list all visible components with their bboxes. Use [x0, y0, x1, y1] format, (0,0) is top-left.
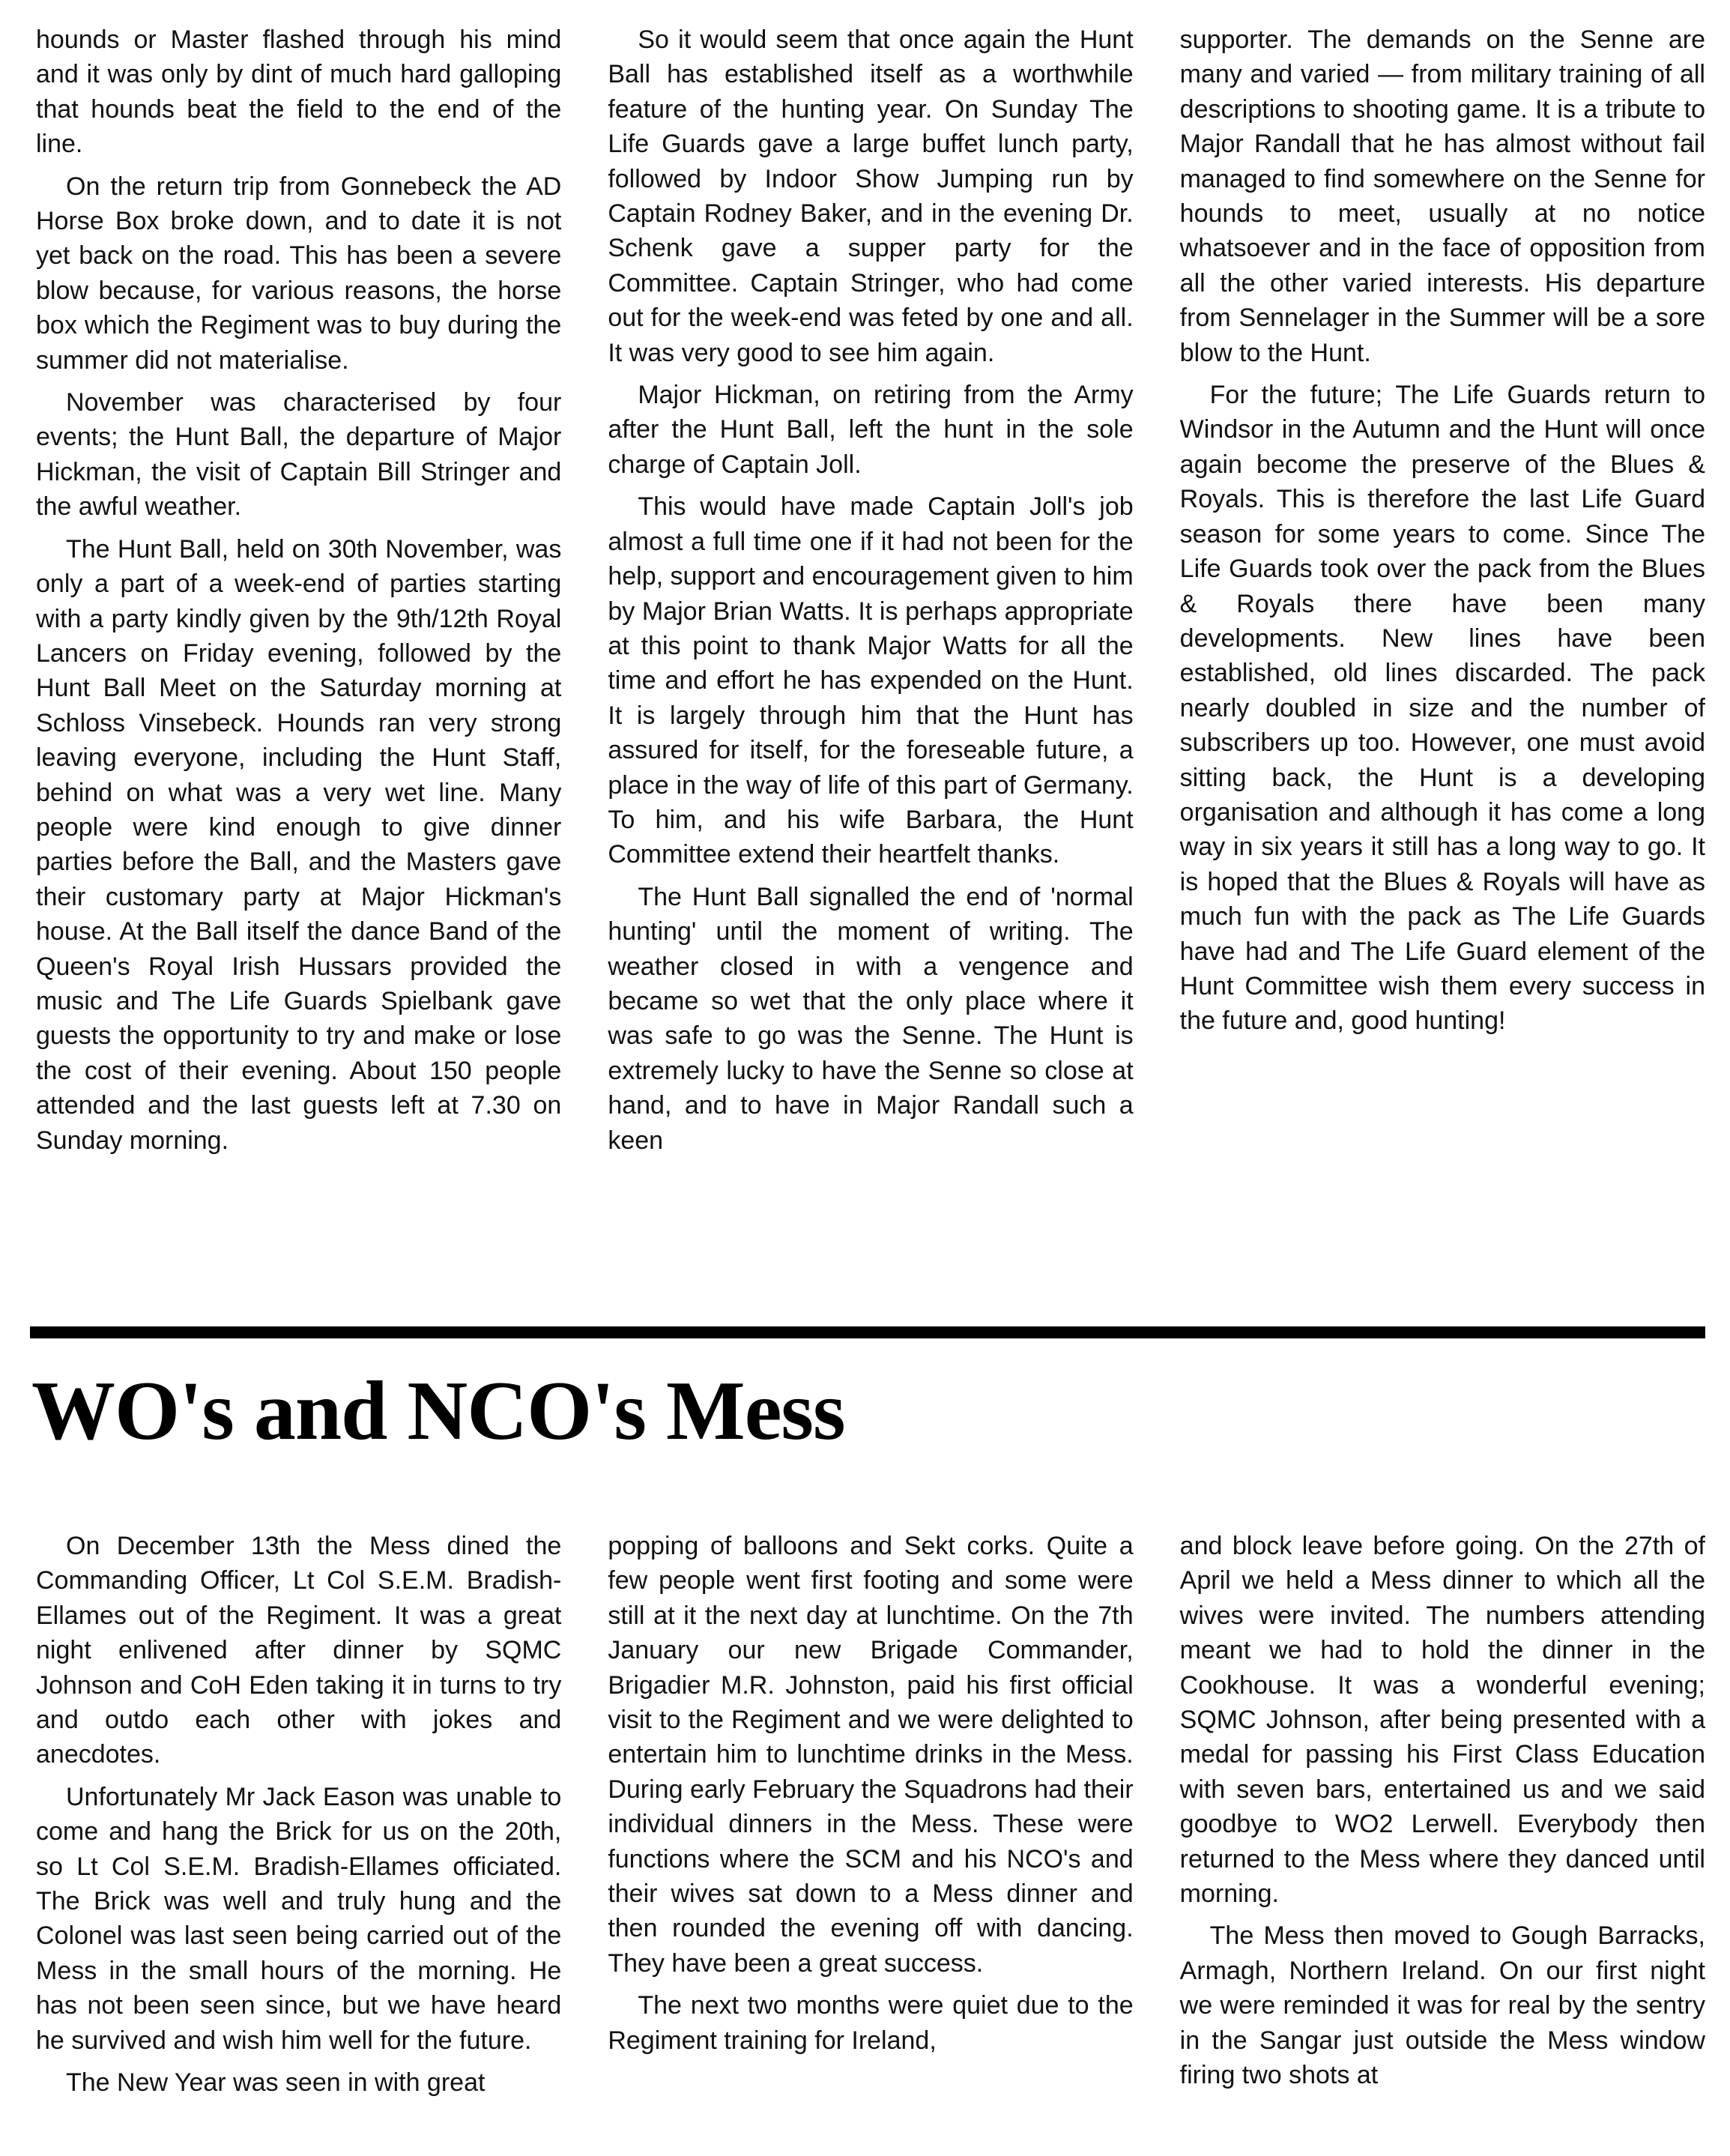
paragraph: The Hunt Ball signalled the end of 'normal hunting' until the moment of writing. The weather closed in with a vengence and became so wet that the only place where it was safe to go was the Senne. The Hunt is extremely lucky to have the Senne so close at hand, and to have in Major Randall such a keen: [608, 882, 1134, 1155]
text-column-3: [1180, 22, 1705, 1165]
paragraph: supporter. The demands on the Senne are many and varied — from military training of all descriptions to shooting game. It is a tribute to Major Randall that he has almost without fail managed to find somewhere on the Senne for hounds to meet, usually at no notice whatsoever and in the face of opposition from all the other varied interests. His departure from Sennelager in the Summer will be a sore blow to the Hunt.: [1179, 25, 1705, 367]
mess-article-columns: [36, 1529, 1705, 2108]
paragraph: On December 13th the Mess dined the Commanding Officer, Lt Col S.E.M. Bradish-Ellames out of the Regiment. It was a great night enlivened after dinner by SQMC Johnson and CoH Eden taking it in turns to try and outdo each other with jokes and anecdotes.: [36, 1532, 562, 1769]
paragraph: For the future; The Life Guards return to Windsor in the Autumn and the Hunt will once again become the preserve of the Blues & Royals. This is therefore the last Life Guard season for some years to come. Since The Life Guards took over the pack from the Blues & Royals there have been many developments. New lines have been established, old lines discarded. The pack nearly doubled in size and the number of subscribers up too. However, one must avoid sitting back, the Hunt is a developing organisation and although it has come a long way in six years it still has a long way to go. It is hoped that the Blues & Royals will have as much fun with the pack as The Life Guards have had and The Life Guard element of the Hunt Committee wish them every success in the future and, good hunting!: [1179, 381, 1705, 1036]
text-column-2: [608, 22, 1133, 1165]
text-column-1: [36, 22, 561, 1165]
paragraph: So it would seem that once again the Hunt Ball has established itself as a worthwhile feature of the hunting year. On Sunday The Life Guards gave a large buffet lunch party, followed by Indoor Show Jumping run by Captain Rodney Baker, and in the evening Dr. Schenk gave a supper party for the Committee. Captain Stringer, who had come out for the week-end was feted by one and all. It was very good to see him again.: [608, 25, 1134, 367]
paragraph: The Hunt Ball, held on 30th November, was only a part of a week-end of parties starting with a party kindly given by the 9th/12th Royal Lancers on Friday evening, followed by the Hunt Ball Meet on the Saturday morning at Schloss Vinsebeck. Hounds ran very strong leaving everyone, including the Hunt Staff, behind on what was a very wet line. Many people were kind enough to give dinner parties before the Ball, and the Masters gave their customary party at Major Hickman's house. At the Ball itself the dance Band of the Queen's Royal Irish Hussars provided the music and The Life Guards Spielbank gave guests the opportunity to try and make or lose the cost of their evening. About 150 people attended and the last guests left at 7.30 on Sunday morning.: [36, 534, 562, 1155]
paragraph: Major Hickman, on retiring from the Army after the Hunt Ball, left the hunt in the sole charge of Captain Joll.: [608, 381, 1134, 479]
paragraph: hounds or Master flashed through his mind and it was only by dint of much hard galloping that hounds beat the field to the end of the line.: [36, 25, 562, 159]
paragraph: November was characterised by four events; the Hunt Ball, the departure of Major Hickman, the visit of Captain Bill Stringer and the awful weather.: [36, 388, 562, 522]
section-divider: [30, 1326, 1705, 1338]
paragraph: popping of balloons and Sekt corks. Quite a few people went first footing and some were still at it the next day at lunchtime. On the 7th January our new Brigade Commander, Brigadier M.R. Johnston, paid his first official visit to the Regiment and we were delighted to entertain him to lunchtime drinks in the Mess. During early February the Squadrons had their individual dinners in the Mess. These were functions where the SCM and his NCO's and their wives sat down to a Mess dinner and then rounded the evening off with dancing. They have been a great success.: [608, 1532, 1134, 1978]
paragraph: This would have made Captain Joll's job almost a full time one if it had not been for the help, support and encouragement given to him by Major Brian Watts. It is perhaps appropriate at this point to thank Major Watts for all the time and effort he has expended on the Hunt. It is largely through him that the Hunt has assured for itself, for the foreseable future, a place in the way of life of this part of Germany. To him, and his wife Barbara, the Hunt Committee extend their heartfelt thanks.: [608, 492, 1134, 869]
paragraph: On the return trip from Gonnebeck the AD Horse Box broke down, and to date it is not yet back on the road. This has been a severe blow because, for various reasons, the horse box which the Regiment was to buy during the summer did not materialise.: [36, 172, 562, 375]
text-column-1: [36, 1529, 561, 2108]
hunt-article-columns: [36, 22, 1705, 1165]
paragraph: Unfortunately Mr Jack Eason was unable to come and hang the Brick for us on the 20th, so Lt Col S.E.M. Bradish-Ellames officiated. The Brick was well and truly hung and the Colonel was last seen being carried out of the Mess in the small hours of the morning. He has not been seen since, but we have heard he survived and wish him well for the future.: [36, 1782, 562, 2055]
text-column-3: [1180, 1529, 1705, 2108]
paragraph: The New Year was seen in with great: [66, 2068, 486, 2098]
paragraph: The next two months were quiet due to the Regiment training for Ireland,: [608, 1991, 1134, 2055]
section-heading: WO's and NCO's Mess: [31, 1365, 845, 1458]
paragraph: The Mess then moved to Gough Barracks, Armagh, Northern Ireland. On our first night we were reminded it was for real by the sentry in the Sangar just outside the Mess window firing two shots at: [1179, 1921, 1705, 2090]
paragraph: and block leave before going. On the 27th of April we held a Mess dinner to which all the wives were invited. The numbers attending meant we had to hold the dinner in the Cookhouse. It was a wonderful evening; SQMC Johnson, after being presented with a medal for passing his First Class Education with seven bars, entertained us and we said goodbye to WO2 Lerwell. Everybody then returned to the Mess where they danced until morning.: [1179, 1532, 1705, 1909]
text-column-2: [608, 1529, 1133, 2108]
